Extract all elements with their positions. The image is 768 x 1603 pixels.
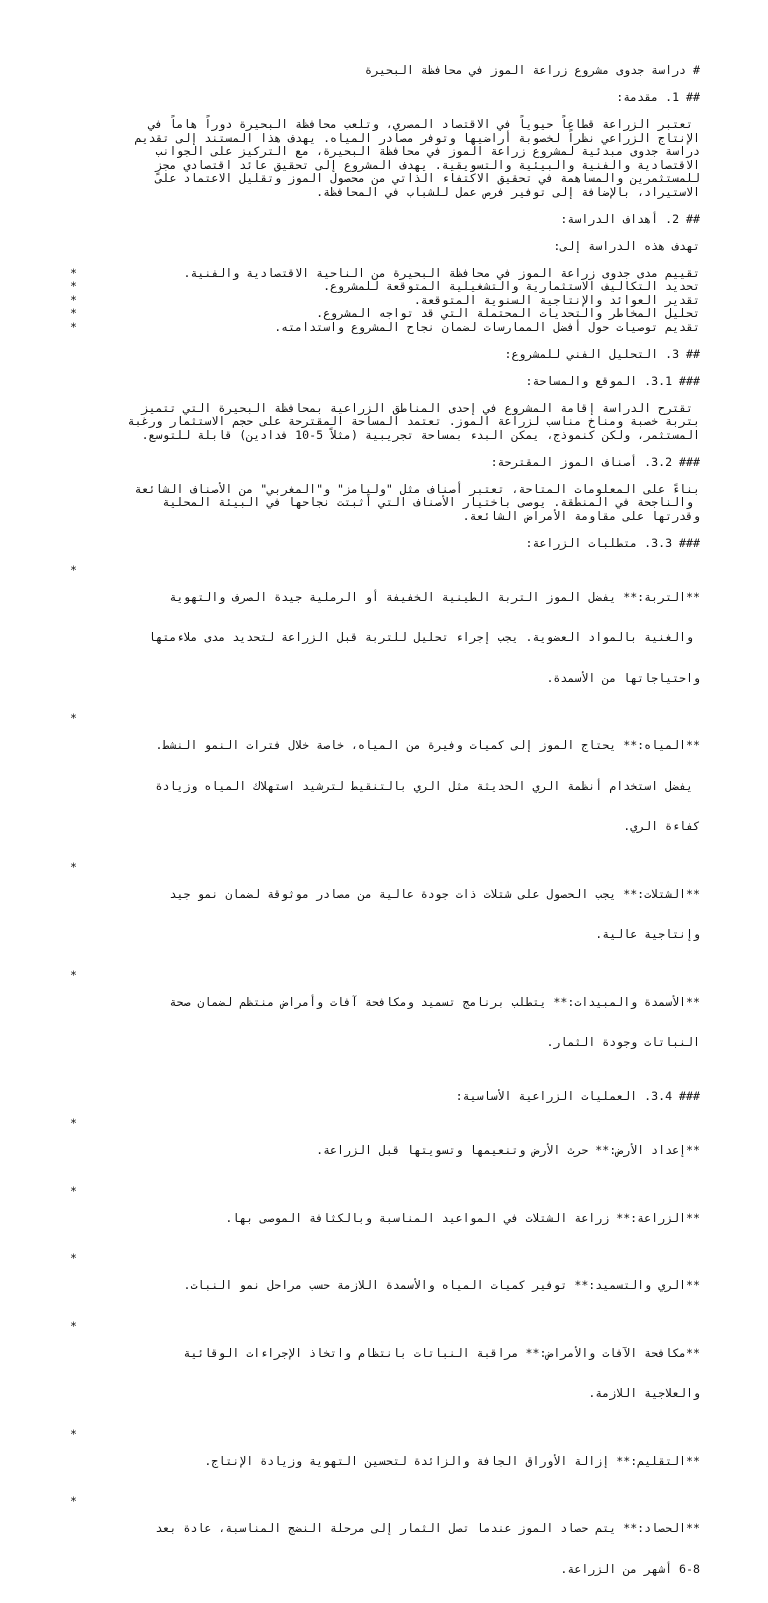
- section-3-heading: ## 3. التحليل الفني للمشروع:: [504, 346, 700, 361]
- list-item: * **التربة:** يفضل الموز التربة الطينية الخفيفة أو الرملية جيدة الصرف والتهوية والغنية بالمواد العضوية. يجب إجراء تحليل للتربة قبل الزراعة لتحديد مدى ملاءمتها واحتياجاتها من الأسمدة.: [70, 562, 700, 685]
- list-item: * **الحصاد:** يتم حصاد الموز عندما تصل الثمار إلى مرحلة النضج المناسبة، عادة بعد 6-8 أشهر من الزراعة.: [70, 1494, 700, 1576]
- section-3-3-list: [70, 564, 700, 1077]
- section-2-intro: تهدف هذه الدراسة إلى:: [553, 238, 700, 253]
- list-item: * تقييم مدى جدوى زراعة الموز في محافظة البحيرة من الناحية الاقتصادية والفنية.: [70, 265, 700, 280]
- paragraph-line: والناجحة في المنطقة. يوصى باختيار الأصناف التي أثبتت نجاحها في البيئة المحلية: [162, 495, 700, 509]
- list-item: * **الشتلات:** يجب الحصول على شتلات ذات جودة عالية من مصادر موثوقة لضمان نمو جيد وإنتاجية عالية.: [70, 859, 700, 941]
- paragraph-line: الاستيراد، بالإضافة إلى توفير فرص عمل للشباب في المحافظة.: [316, 184, 700, 199]
- section-2-heading: ## 2. أهداف الدراسة:: [560, 211, 700, 226]
- section-3-1-paragraph: [70, 402, 700, 443]
- paragraph-line: تعتبر الزراعة قطاعاً حيوياً في الاقتصاد المصري، وتلعب محافظة البحيرة دوراً هاماً في: [148, 117, 700, 131]
- list-item: * **مكافحة الآفات والأمراض:** مراقبة النباتات بانتظام واتخاذ الإجراءات الوقائية والعلاجية اللازمة.: [70, 1318, 700, 1400]
- section-3-4-list: [70, 1117, 700, 1603]
- list-item: * **الري والتسميد:** توفير كميات المياه والأسمدة اللازمة حسب مراحل نمو النبات.: [70, 1251, 700, 1292]
- section-3-3-heading: ### 3.3. متطلبات الزراعة:: [525, 535, 700, 550]
- paragraph-line: المستثمر، ولكن كنموذج، يمكن البدء بمساحة تجريبية (مثلاً 5-10 فدادين) قابلة للتوسع.: [141, 427, 700, 442]
- paragraph-line: بتربة خصبة ومناخ مناسب لزراعة الموز. تعتمد المساحة المقترحة على حجم الاستثمار ورغبة: [127, 414, 700, 428]
- section-3-1-heading: ### 3.1. الموقع والمساحة:: [525, 373, 700, 388]
- paragraph-line: الاقتصادية والفنية والبيئية والتسويقية. يهدف المشروع إلى تحقيق عائد اقتصادي مجزٍ: [155, 157, 700, 172]
- document-title: # دراسة جدوى مشروع زراعة الموز في محافظة البحيرة: [364, 63, 700, 77]
- paragraph-line: دراسة جدوى مبدئية لمشروع زراعة الموز في محافظة البحيرة، مع التركيز على الجوانب: [155, 144, 700, 158]
- list-item: * **الزراعة:** زراعة الشتلات في المواعيد المناسبة وبالكثافة الموصى بها.: [70, 1183, 700, 1225]
- list-item: * **إعداد الأرض:** حرث الأرض وتنعيمها وتسويتها قبل الزراعة.: [70, 1116, 700, 1157]
- document-page: [70, 64, 700, 1603]
- section-1-heading: ## 1. مقدمة:: [616, 90, 700, 104]
- list-item: * تقديم توصيات حول أفضل الممارسات لضمان نجاح المشروع واستدامته.: [70, 319, 700, 334]
- paragraph-line: تقترح الدراسة إقامة المشروع في إحدى المناطق الزراعية بمحافظة البحيرة التي تتميز: [141, 400, 700, 415]
- paragraph-line: للمستثمرين والمساهمة في تحقيق الاكتفاء الذاتي من محصول الموز وتقليل الاعتماد على: [155, 171, 700, 185]
- list-item: * تحديد التكاليف الاستثمارية والتشغيلية المتوقعة للمشروع.: [70, 279, 700, 293]
- list-item: * **الأسمدة والمبيدات:** يتطلب برنامج تسميد ومكافحة آفات وأمراض منتظم لضمان صحة النباتات وجودة الثمار.: [70, 967, 700, 1049]
- paragraph-line: الإنتاج الزراعي نظراً لخصوبة أراضيها وتوفر مصادر المياه. يهدف هذا المستند إلى تقديم: [134, 130, 700, 145]
- paragraph-line: وقدرتها على مقاومة الأمراض الشائعة.: [462, 508, 700, 523]
- section-1-paragraph: [70, 118, 700, 199]
- paragraph-line: بناءً على المعلومات المتاحة، تعتبر أصناف مثل "وليامز" و"المغربي" من الأصناف الشائعة: [134, 481, 700, 496]
- list-item: * تقدير العوائد والإنتاجية السنوية المتوقعة.: [70, 292, 700, 307]
- section-3-2-paragraph: [70, 483, 700, 524]
- section-3-2-heading: ### 3.2. أصناف الموز المقترحة:: [490, 454, 700, 469]
- section-3-4-heading: ### 3.4. العمليات الزراعية الأساسية:: [455, 1089, 700, 1103]
- list-item: * **التقليم:** إزالة الأوراق الجافة والزائدة لتحسين التهوية وزيادة الإنتاج.: [70, 1426, 700, 1468]
- list-item: * تحليل المخاطر والتحديات المحتملة التي قد تواجه المشروع.: [70, 306, 700, 320]
- section-2-list: [70, 267, 700, 335]
- list-item: * **المياه:** يحتاج الموز إلى كميات وفيرة من المياه، خاصة خلال فترات النمو النشط. يفضل استخدام أنظمة الري الحديثة مثل الري بالتنقيط لترشيد استهلاك المياه وزيادة كفاءة الري.: [70, 711, 700, 833]
